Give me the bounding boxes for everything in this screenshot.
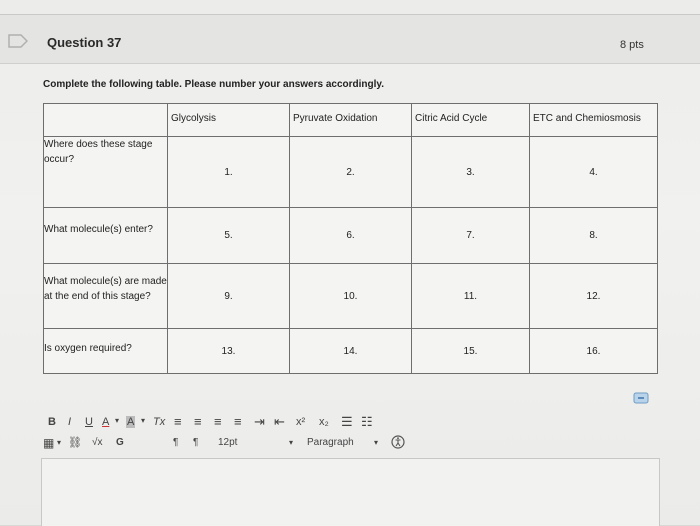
question-title: Question 37 — [47, 35, 122, 50]
rtl-button[interactable]: ¶ — [193, 437, 199, 448]
answer-cell[interactable]: 13. — [168, 329, 290, 374]
header-cell-empty — [44, 104, 168, 137]
rich-text-toolbar — [43, 410, 663, 456]
row-label: Is oxygen required? — [44, 329, 168, 374]
answer-cell[interactable]: 15. — [412, 329, 530, 374]
answer-cell[interactable]: 7. — [412, 208, 530, 264]
table-row — [44, 208, 658, 264]
media-button[interactable]: G — [116, 437, 124, 448]
paragraph-select[interactable]: Paragraph — [307, 437, 354, 448]
answer-cell[interactable]: 9. — [168, 264, 290, 329]
align-center-icon[interactable]: ≡ — [194, 414, 202, 429]
bold-button[interactable]: B — [48, 416, 56, 428]
font-size-select[interactable]: 12pt — [218, 437, 238, 448]
align-right-icon[interactable]: ≡ — [214, 414, 222, 429]
background-color-button[interactable]: A — [127, 416, 135, 428]
link-icon[interactable]: ⛓ — [68, 437, 82, 449]
superscript-button[interactable]: x² — [296, 416, 306, 428]
subscript-button[interactable]: x₂ — [319, 416, 329, 428]
header-glycolysis: Glycolysis — [168, 104, 290, 137]
answer-cell[interactable]: 1. — [168, 137, 290, 208]
answer-cell[interactable]: 16. — [530, 329, 658, 374]
equation-button[interactable]: √x — [92, 437, 103, 448]
font-color-button[interactable]: A — [102, 416, 110, 428]
clear-format-button[interactable]: Tx — [153, 416, 166, 428]
underline-button[interactable]: U — [85, 416, 93, 428]
header-citric-acid-cycle: Citric Acid Cycle — [412, 104, 530, 137]
chevron-down-icon[interactable]: ▾ — [289, 438, 294, 447]
answer-cell[interactable]: 4. — [530, 137, 658, 208]
row-label: Where does these stage occur? — [44, 137, 168, 208]
bullet-list-icon[interactable]: ☰ — [341, 414, 353, 429]
row-label: What molecule(s) enter? — [44, 208, 168, 264]
answer-editor[interactable] — [41, 458, 660, 526]
header-pyruvate-oxidation: Pyruvate Oxidation — [290, 104, 412, 137]
header-etc-chemiosmosis: ETC and Chemiosmosis — [530, 104, 658, 137]
justify-icon[interactable]: ≡ — [234, 414, 242, 429]
outdent-icon[interactable]: ⇤ — [274, 414, 285, 429]
italic-button[interactable]: I — [68, 416, 72, 428]
table-row — [44, 264, 658, 329]
answer-table — [43, 103, 658, 374]
answer-cell[interactable]: 11. — [412, 264, 530, 329]
answer-cell[interactable]: 14. — [290, 329, 412, 374]
chevron-down-icon[interactable]: ▾ — [57, 438, 62, 447]
question-points: 8 pts — [620, 39, 644, 51]
table-row — [44, 329, 658, 374]
answer-cell[interactable]: 2. — [290, 137, 412, 208]
ltr-button[interactable]: ¶ — [173, 437, 179, 448]
align-left-icon[interactable]: ≡ — [174, 414, 182, 429]
row-label: What molecule(s) are made at the end of this stage? — [44, 264, 168, 329]
answer-cell[interactable]: 3. — [412, 137, 530, 208]
question-instruction: Complete the following table. Please number your answers accordingly. — [43, 79, 385, 90]
table-row — [44, 137, 658, 208]
table-resize-icon[interactable] — [633, 391, 651, 405]
answer-cell[interactable]: 8. — [530, 208, 658, 264]
chevron-down-icon[interactable]: ▾ — [374, 438, 379, 447]
answer-cell[interactable]: 10. — [290, 264, 412, 329]
accessibility-checker-icon[interactable] — [391, 435, 405, 449]
flag-question-icon[interactable] — [8, 34, 28, 48]
numbered-list-icon[interactable]: ☷ — [361, 414, 373, 429]
table-icon[interactable]: ▦ — [43, 436, 55, 450]
chevron-down-icon[interactable]: ▾ — [115, 416, 120, 425]
chevron-down-icon[interactable]: ▾ — [141, 416, 146, 425]
answer-cell[interactable]: 12. — [530, 264, 658, 329]
table-header-row — [44, 104, 658, 137]
answer-cell[interactable]: 6. — [290, 208, 412, 264]
question-header — [0, 14, 700, 64]
indent-icon[interactable]: ⇥ — [254, 414, 265, 429]
answer-cell[interactable]: 5. — [168, 208, 290, 264]
